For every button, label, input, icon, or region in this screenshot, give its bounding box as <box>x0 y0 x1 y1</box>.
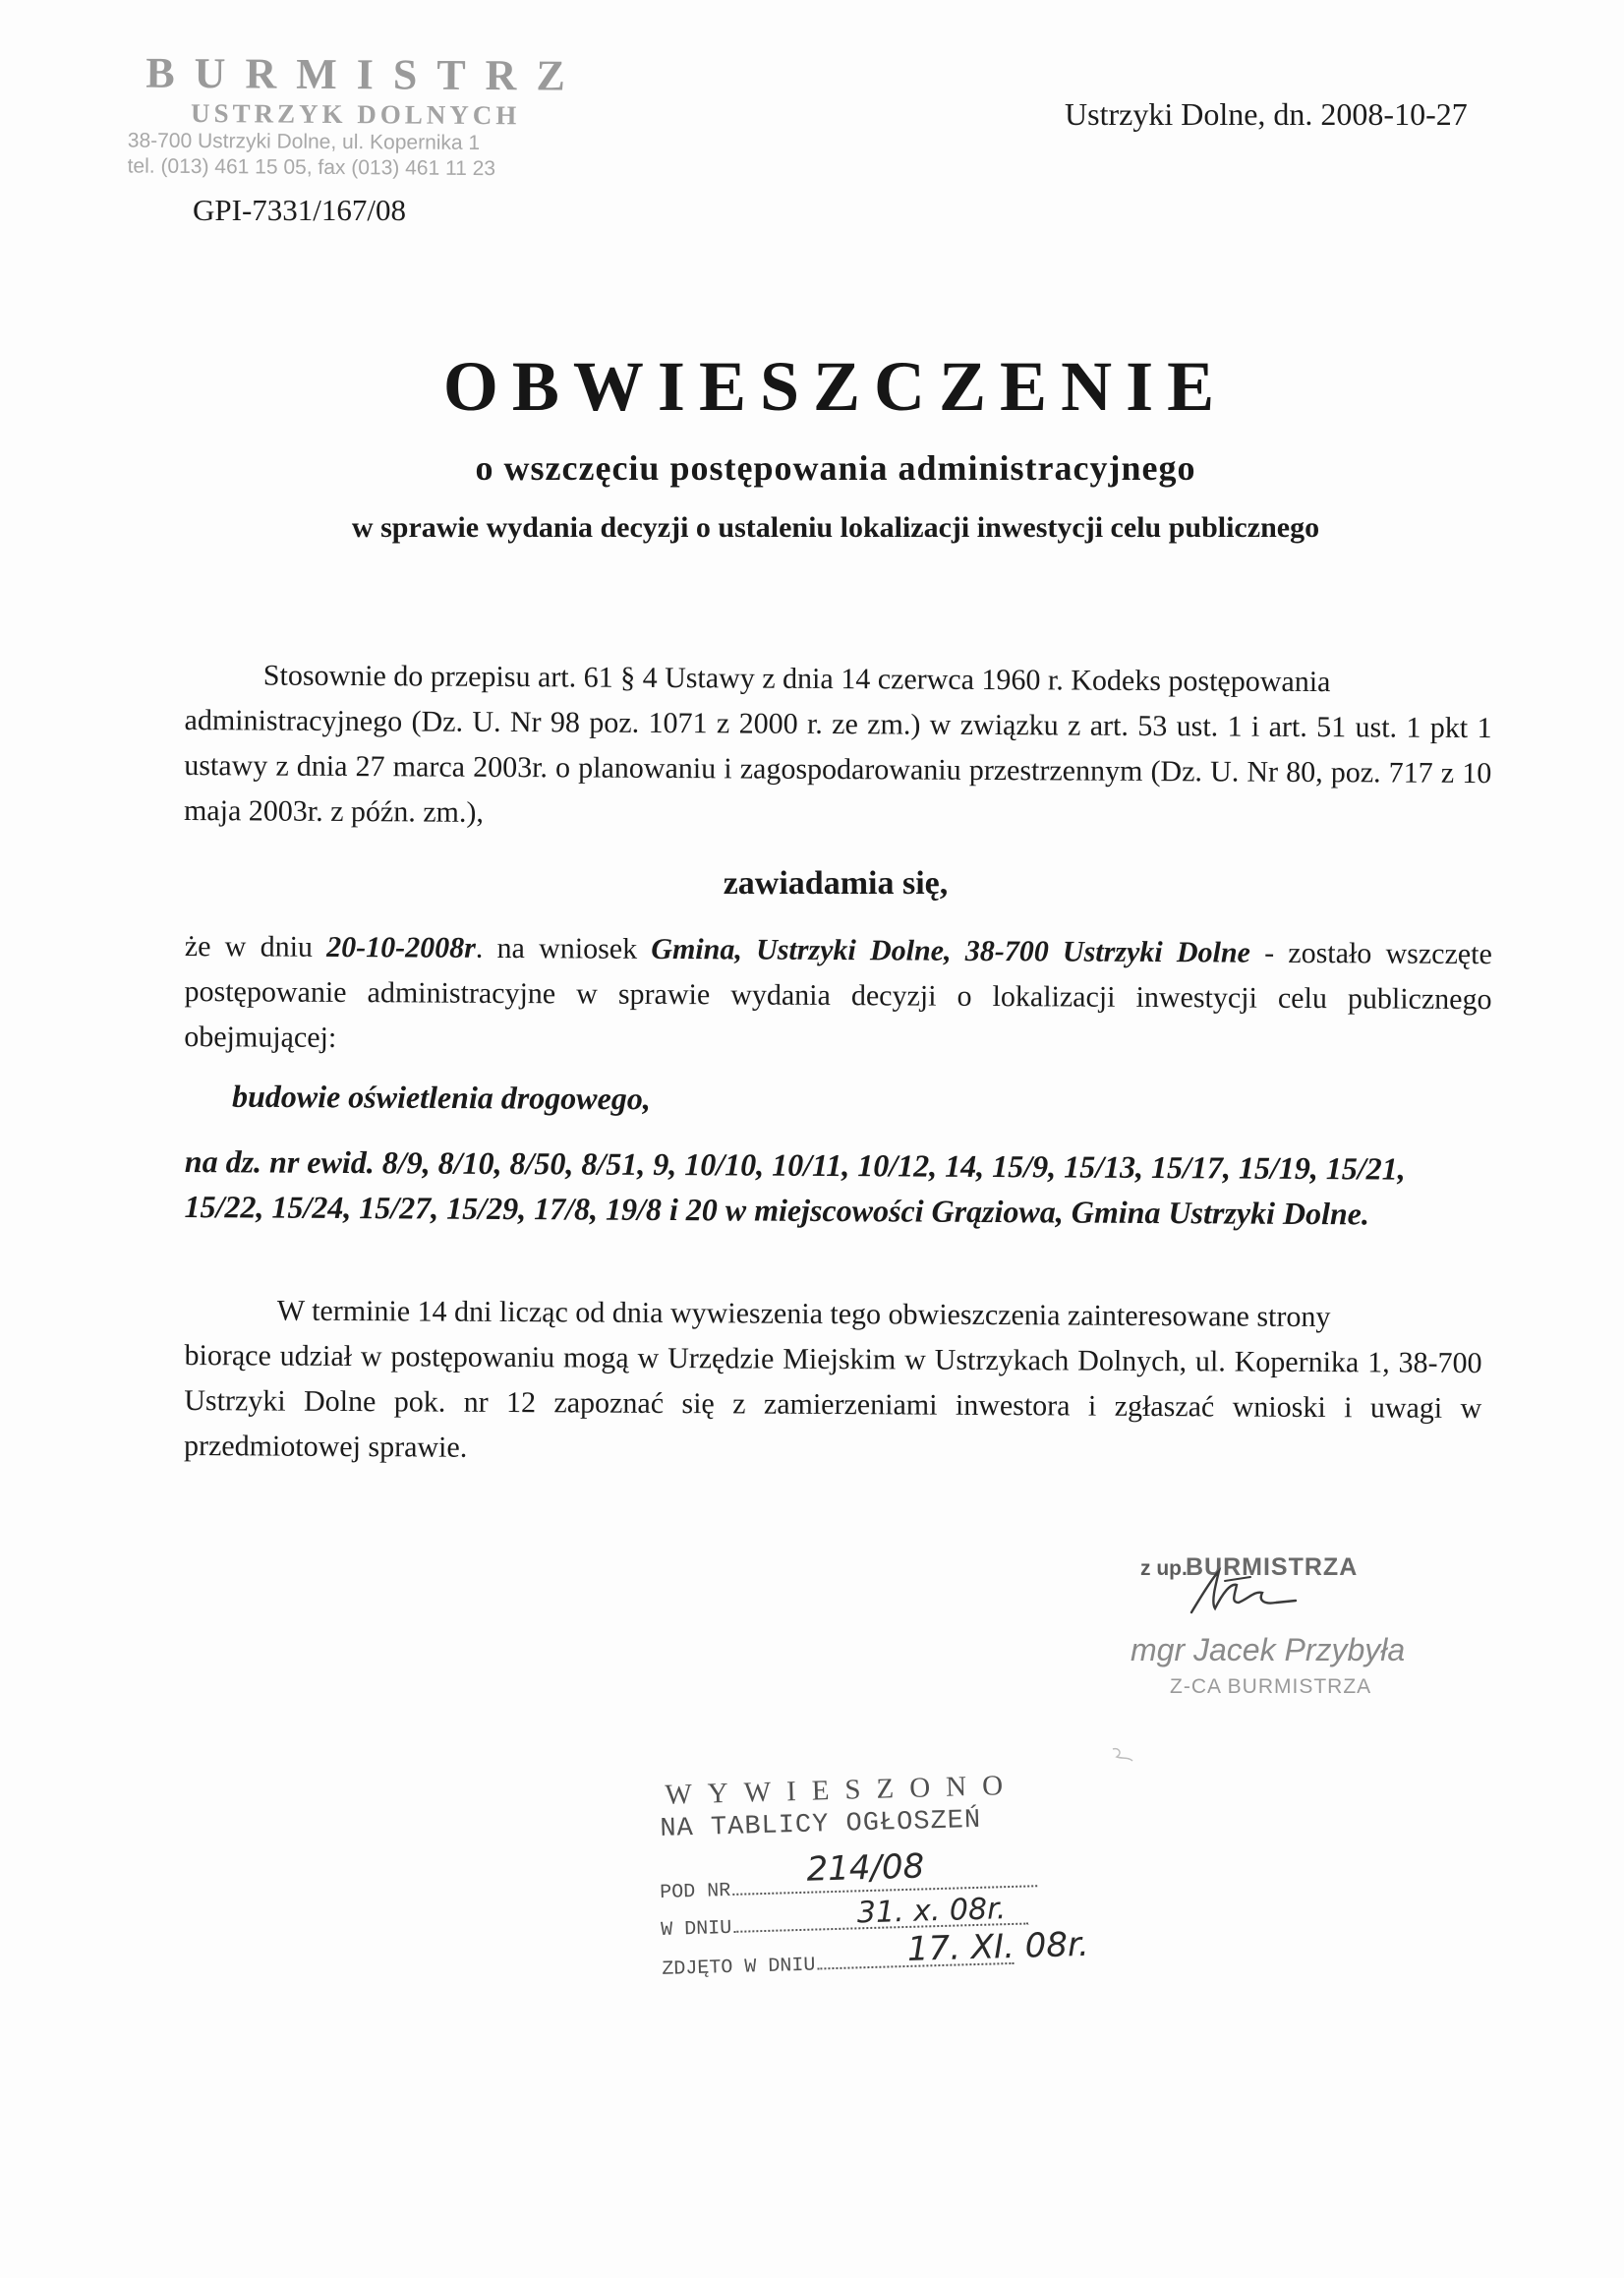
posting-number-label: POD NR <box>659 1879 731 1904</box>
proceedings-date: 20-10-2008r <box>326 930 476 964</box>
letterhead-stamp <box>127 48 585 183</box>
removal-date-label: ZDJĘTO W DNIU <box>662 1954 816 1981</box>
signatory-name: mgr Jacek Przybyła <box>1131 1632 1406 1667</box>
posting-date-label: W DNIU <box>660 1916 732 1942</box>
signature-on-behalf: z up. <box>1140 1557 1188 1580</box>
posting-stamp-title: WYWIESZONO <box>664 1769 1019 1811</box>
faint-pen-mark <box>1109 1745 1138 1765</box>
posting-date-handwritten: 31. x. 08r. <box>856 1892 1007 1931</box>
deadline-paragraph <box>184 1288 1482 1477</box>
plot-numbers: na dz. nr ewid. 8/9, 8/10, 8/50, 8/51, 9, 10/10, 10/11, 10/12, 14, 15/9, 15/13, 15/17, 15/19, 15/21, 15/22, 15/24, 15/27, 15/29, 17/8, 19/8 i 20 w miejscowości Grąziowa, Gmina Ustrzyki Dolne. <box>184 1142 1406 1232</box>
signatory-role: Z-CA BURMISTRZA <box>1170 1675 1372 1698</box>
proceedings-text-b: . na wniosek <box>475 931 652 965</box>
proceedings-text-c: - zostało wszczęte postępowanie administracyjne w sprawie wydania decyzji o lokalizacji inwestycji celu publicznego obejmującej: <box>184 936 1492 1054</box>
legal-basis-first-line: Stosownie do przepisu art. 61 § 4 Ustawy z dnia 14 czerwca 1960 r. Kodeks postępowania <box>262 659 1331 699</box>
deadline-rest: biorące udział w postępowaniu mogą w Urzędzie Miejskim w Ustrzykach Dolnych, ul. Kopernika 1, 38-700 Ustrzyki Dolne pok. nr 12 zapoznać się z zamierzeniami inwestora i zgłaszać wnioski i uwagi w przedmiotowej sprawie. <box>183 1338 1482 1464</box>
investment-subject: budowie oświetlenia drogowego, <box>231 1078 651 1117</box>
signature-block <box>1131 1553 1425 1721</box>
letterhead-city: USTRZYK DOLNYCH <box>190 97 521 131</box>
handwritten-signature <box>1186 1563 1304 1622</box>
proceedings-paragraph <box>184 924 1492 1068</box>
proceedings-text-a: że w dniu <box>184 929 327 964</box>
legal-basis-paragraph <box>184 653 1492 842</box>
deadline-first-line: W terminie 14 dni licząc od dnia wywieszenia tego obwieszczenia zainteresowane strony <box>276 1294 1331 1334</box>
document-subject-line: w sprawie wydania decyzji o ustaleniu lokalizacji inwestycji celu publicznego <box>351 511 1320 544</box>
reference-number: GPI-7331/167/08 <box>193 193 406 227</box>
removal-date-handwritten: 17. XI. 08r. <box>906 1924 1090 1969</box>
letterhead-office-name: BURMISTRZ <box>145 48 585 100</box>
posting-stamp <box>657 1765 1174 1985</box>
letterhead-address: 38-700 Ustrzyki Dolne, ul. Kopernika 1 <box>127 129 481 154</box>
date-line: Ustrzyki Dolne, dn. 2008-10-27 <box>1065 96 1468 132</box>
legal-basis-rest: administracyjnego (Dz. U. Nr 98 poz. 1071 z 2000 r. ze zm.) w związku z art. 53 ust. 1 i art. 51 ust. 1 pkt 1 ustawy z dnia 27 marca 2003r. o planowaniu i zagospodarowaniu przestrzennym (Dz. U. Nr 80, poz. 717 z 10 maja 2003r. z późn. zm.), <box>183 703 1492 829</box>
posting-number-handwritten: 214/08 <box>806 1846 925 1890</box>
document-subtitle: o wszczęciu postępowania administracyjnego <box>475 448 1196 488</box>
letterhead-phones: tel. (013) 461 15 05, fax (013) 461 11 23 <box>127 154 496 181</box>
announcement-heading: zawiadamia się, <box>723 865 949 902</box>
posting-stamp-board: NA TABLICY OGŁOSZEŃ <box>660 1805 982 1844</box>
signature-office-title: BURMISTRZA <box>1186 1553 1359 1581</box>
applicant-name: Gmina, Ustrzyki Dolne, 38-700 Ustrzyki Dolne <box>651 932 1251 969</box>
document-title: OBWIESZCZENIE <box>442 347 1229 426</box>
